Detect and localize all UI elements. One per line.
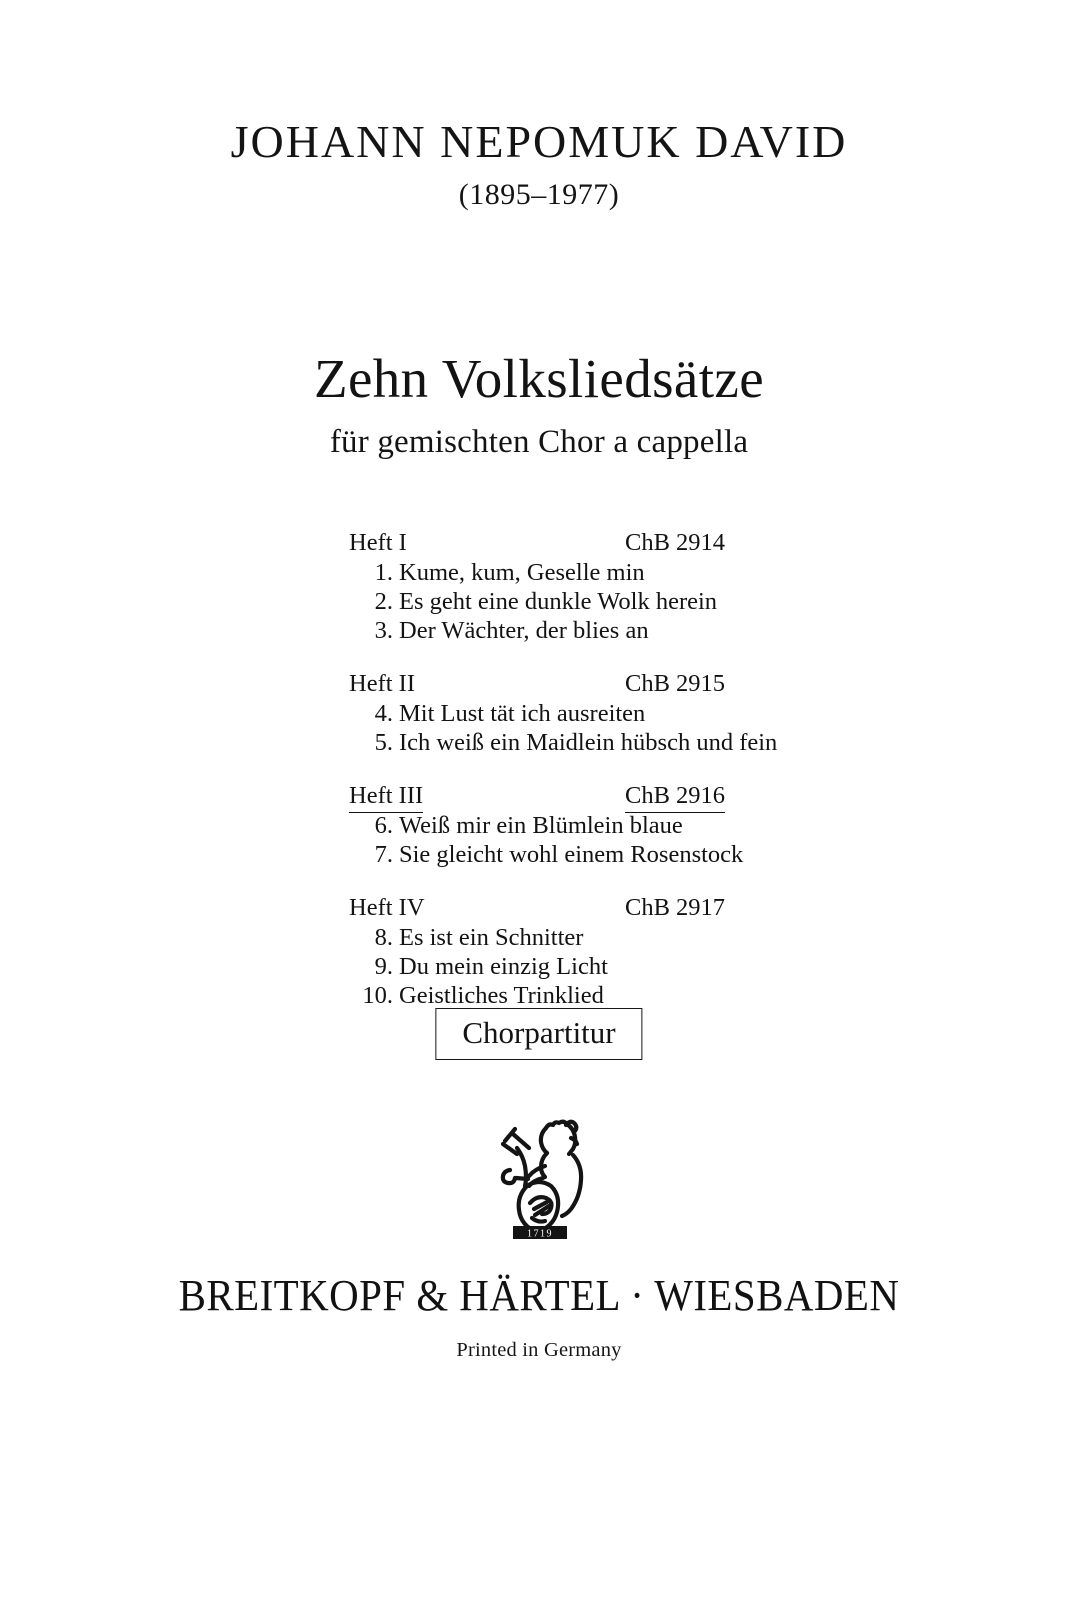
piece-title: Geistliches Trinklied (399, 982, 604, 1009)
list-item (349, 952, 749, 981)
piece-number: 6. (374, 812, 393, 839)
score-type-badge: Chorpartitur (435, 1008, 642, 1060)
list-item (349, 616, 749, 645)
piece-title: Der Wächter, der blies an (399, 617, 649, 644)
piece-title: Mit Lust tät ich ausreiten (399, 700, 646, 727)
list-item (349, 981, 749, 1010)
volume-catalog-number: ChB 2914 (625, 529, 726, 556)
piece-title: Es geht eine dunkle Wolk herein (399, 588, 718, 615)
volume-header (349, 528, 749, 558)
composer-dates: (1895–1977) (458, 178, 620, 212)
piece-number: 10. (362, 982, 393, 1009)
piece-title: Weiß mir ein Blümlein blaue (399, 812, 683, 839)
breitkopf-haertel-bear-logo (483, 1114, 595, 1240)
piece-number: 3. (374, 617, 393, 644)
piece-number: 1. (374, 559, 393, 586)
piece-title: Kume, kum, Geselle min (399, 559, 645, 586)
volume-label: Heft III (349, 781, 423, 813)
work-title: Zehn Volksliedsätze (313, 348, 765, 409)
list-item (349, 558, 749, 587)
piece-number: 5. (374, 729, 393, 756)
volume-header (349, 669, 749, 699)
volume-header-current (349, 781, 749, 811)
composer-name: JOHANN NEPOMUK DAVID (230, 116, 848, 167)
list-item (349, 840, 749, 869)
piece-title: Sie gleicht wohl einem Rosenstock (399, 841, 744, 868)
work-subtitle: für gemischten Chor a cappella (329, 423, 749, 460)
volume-label: Heft II (349, 670, 415, 697)
logo-founding-year: 1719 (527, 1228, 553, 1240)
list-item (349, 923, 749, 952)
list-item (349, 811, 749, 840)
piece-number: 4. (374, 700, 393, 727)
volume-catalog-number: ChB 2916 (625, 781, 725, 813)
piece-number: 2. (374, 588, 393, 615)
list-item (349, 728, 778, 757)
volume-group (349, 528, 749, 645)
piece-title: Es ist ein Schnitter (399, 924, 584, 951)
volume-group (349, 893, 749, 1010)
piece-number: 7. (374, 841, 393, 868)
volume-group-current (349, 781, 749, 869)
printed-in-notice: Printed in Germany (456, 1339, 622, 1361)
piece-title: Du mein einzig Licht (399, 953, 608, 980)
volume-catalog-number: ChB 2915 (625, 670, 726, 697)
volume-group (349, 669, 778, 757)
piece-number: 8. (374, 924, 393, 951)
publisher-name: BREITKOPF & HÄRTEL · WIESBADEN (178, 1271, 900, 1320)
volume-header (349, 893, 749, 923)
list-item (349, 699, 749, 728)
composer-block (0, 118, 1078, 212)
contents-list (349, 528, 778, 1010)
piece-title: Ich weiß ein Maidlein hübsch und fein (399, 729, 778, 756)
title-block (0, 348, 1078, 461)
volume-label: Heft IV (349, 894, 425, 921)
volume-catalog-number: ChB 2917 (625, 894, 726, 921)
piece-number: 9. (374, 953, 393, 980)
publisher-imprint (0, 1270, 1078, 1362)
volume-label: Heft I (349, 529, 407, 556)
list-item (349, 587, 749, 616)
